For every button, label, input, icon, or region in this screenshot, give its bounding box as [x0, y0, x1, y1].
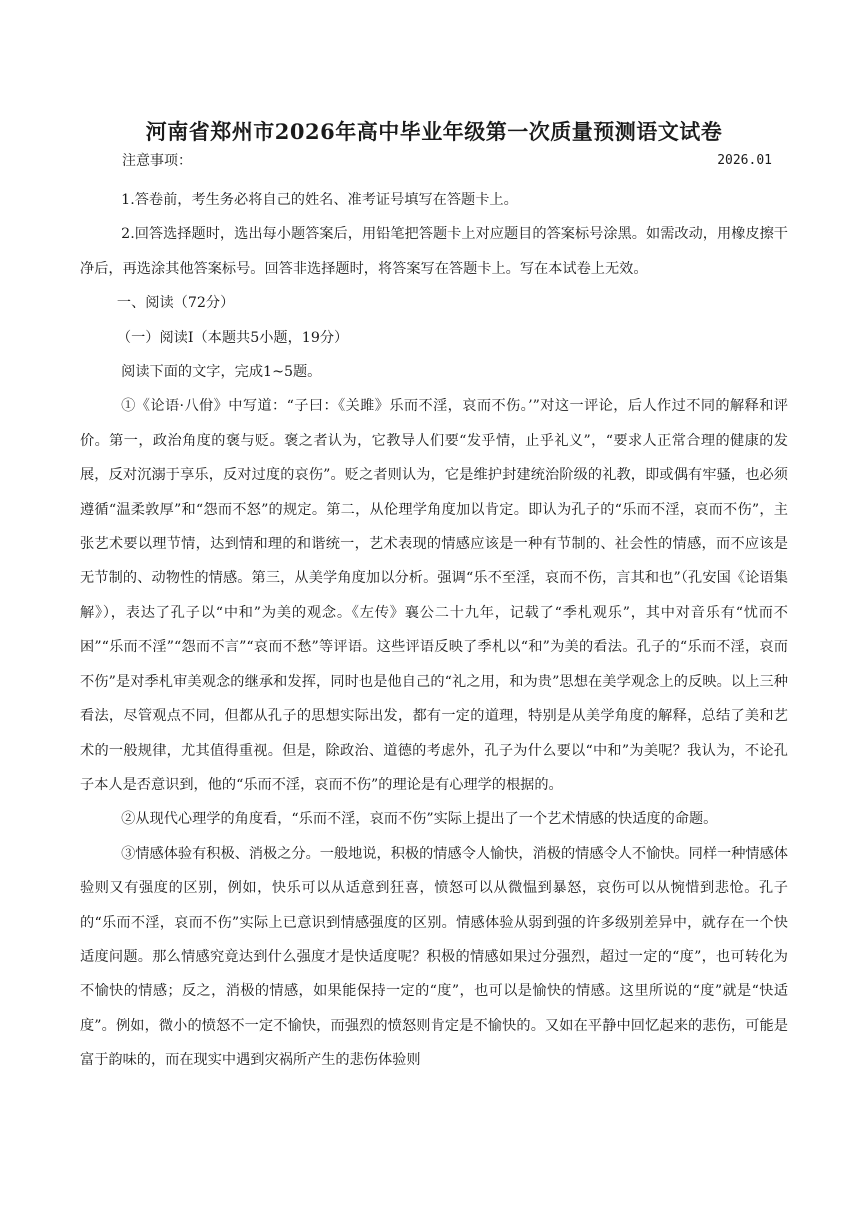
exam-title: 河南省郑州市2026年高中毕业年级第一次质量预测语文试卷 — [145, 119, 723, 144]
passage-paragraph-3: ③情感体验有积极、消极之分。一般地说，积极的情感令人愉快，消极的情感令人不愉快。同样一种情感体验则又有强度的区别，例如，快乐可以从适意到狂喜，愤怒可以从微愠到暴怒，哀伤可以从惋惜到悲怆。孔子的“乐而不淫，哀而不伤”实际上已意识到情感强度的区别。情感体验从弱到强的许多级别差异中，就存在一个快适度问题。那么情感究竟达到什么强度才是快适度呢？积极的情感如果过分强烈，超过一定的“度”，也可转化为不愉快的情感；反之，消极的情感，如果能保持一定的“度”，也可以是愉快的情感。这里所说的“度”就是“快适度”。例如，微小的愤怒不一定不愉快，而强烈的愤怒则肯定是不愉快的。又如在平静中回忆起来的悲伤，可能是富于韵味的，而在现实中遇到灾祸所产生的悲伤体验则 — [80, 845, 788, 1069]
notice-item-2: 2.回答选择题时，选出每小题答案后，用铅笔把答题卡上对应题目的答案标号涂黑。如需改动，用橡皮擦干净后，再选涂其他答案标号。回答非选择题时，将答案写在答题卡上。写在本试卷上无效。 — [80, 226, 788, 277]
passage-paragraph-2: ②从现代心理学的角度看，“乐而不淫，哀而不伤”实际上提出了一个艺术情感的快适度的命题。 — [121, 811, 718, 828]
exam-date: 2026.01 — [717, 153, 772, 168]
exam-body — [80, 183, 788, 1078]
section-heading: 一、阅读（72分） — [116, 295, 235, 312]
reading-instruction: 阅读下面的文字，完成1~5题。 — [121, 364, 322, 381]
notice-item-1: 1.答卷前，考生务必将自己的姓名、准考证号填写在答题卡上。 — [121, 192, 518, 208]
passage-paragraph-1: ①《论语·八佾》中写道：“子曰：《关雎》乐而不淫，哀而不伤。’”对这一评论，后人作过不同的解释和评价。第一，政治角度的褒与贬。褒之者认为，它教导人们要“发乎情，止乎礼义”，“要求人正常合理的健康的发展，反对沉溺于享乐，反对过度的哀伤”。贬之者则认为，它是维护封建统治阶级的礼教，即或偶有牢骚，也必须遵循“温柔敦厚”和“怨而不怒”的规定。第二，从伦理学角度加以肯定。即认为孔子的“乐而不淫，哀而不伤”，主张艺术要以理节情，达到情和理的和谐统一，艺术表现的情感应该是一种有节制的、社会性的情感，而不应该是无节制的、动物性的情感。第三，从美学角度加以分析。强调“乐不至淫，哀而不伤，言其和也”（孔安国《论语集解》），表达了孔子以“中和”为美的观念。《左传》襄公二十九年，记载了“季札观乐”，其中对音乐有“忧而不困”“乐而不淫”“怨而不言”“哀而不愁”等评语。这些评语反映了季札以“和”为美的看法。孔子的“乐而不淫，哀而不伤”是对季札审美观念的继承和发挥，同时也是他自己的“礼之用，和为贵”思想在美学观念上的反映。以上三种看法，尽管观点不同，但都从孔子的思想实际出发，都有一定的道理，特别是从美学角度的解释，总结了美和艺术的一般规律，尤其值得重视。但是，除政治、道德的考虑外，孔子为什么要以“中和”为美呢？我认为，不论孔子本人是否意识到，他的“乐而不淫，哀而不伤”的理论是有心理学的根据的。 — [80, 398, 788, 793]
notice-label: 注意事项： — [122, 153, 192, 169]
notice-header — [122, 151, 772, 171]
subsection-heading: （一）阅读Ⅰ（本题共5小题，19分） — [116, 329, 349, 346]
